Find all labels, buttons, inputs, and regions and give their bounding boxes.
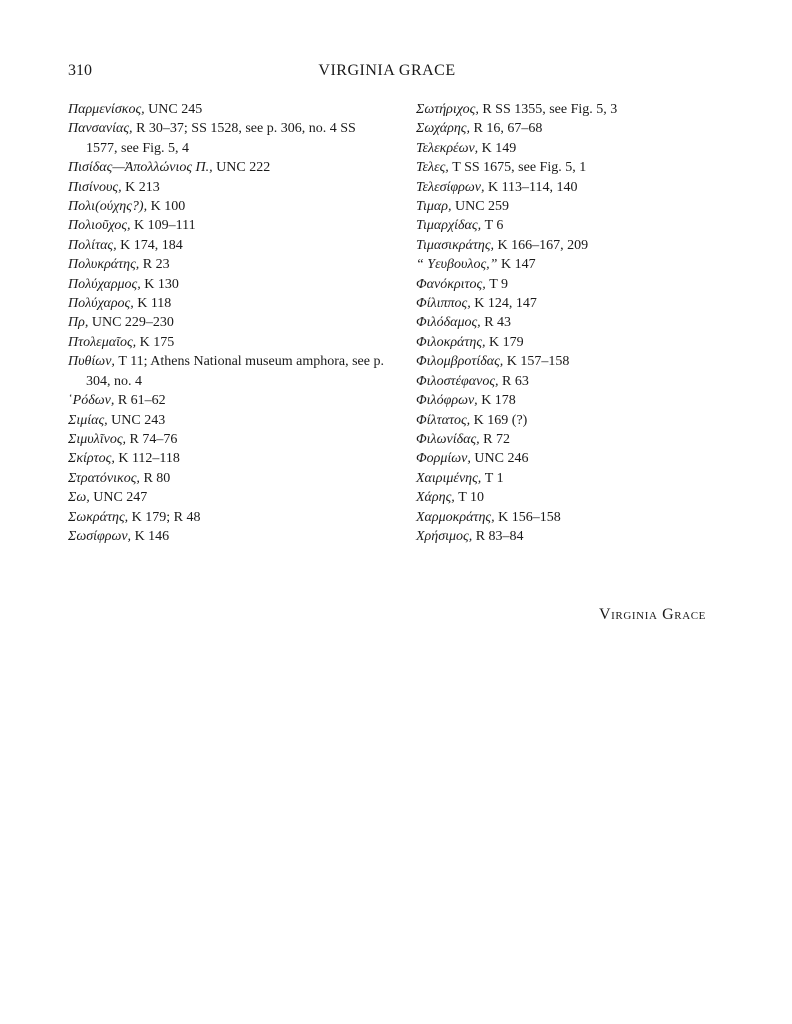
entry-references: T 11; Athens National museum amphora, see p. 304, no. 4 [86,354,384,389]
entry-name: Πολι(ούχης?), [68,199,148,215]
index-entry [416,372,716,391]
entry-references: R 23 [142,257,170,273]
entry-name: Φιλοστέφανος, [416,373,499,389]
entry-references: K 166–167, 209 [497,237,589,253]
index-entry [68,197,388,216]
entry-references: T 1 [484,470,504,486]
index-entry [416,236,716,255]
index-entry [416,333,716,352]
entry-references: K 169 (?) [473,412,528,428]
entry-name: Πολύχαρος, [68,296,134,312]
index-entry [416,216,716,235]
index-entry [68,158,388,177]
index-entry [416,139,716,158]
entry-name: Φίλιππος, [416,296,471,312]
entry-name: “ Υευβουλος,” [416,257,498,273]
index-entry [416,449,716,468]
entry-name: Χαρμοκράτης, [416,509,495,525]
index-entry [68,469,388,488]
entry-references: K 113–114, 140 [487,179,578,195]
entry-references: K 179 [489,334,524,350]
entry-name: Σωτήριχος, [416,102,479,117]
entry-name: Πισίνους, [68,179,122,195]
index-entry [68,178,388,197]
entry-references: R 74–76 [129,431,178,447]
entry-name: Φορμίων, [416,451,471,467]
author-signature: Virginia Grace [598,606,706,623]
entry-references: R SS 1355, see Fig. 5, 3 [482,102,618,117]
entry-references: UNC 259 [455,199,510,215]
entry-name: Πτολεμαῖος, [68,334,137,350]
index-entry [68,508,388,527]
entry-references: T 9 [489,276,509,292]
index-entry [416,352,716,371]
entry-references: UNC 245 [148,102,203,117]
index-entry [68,352,388,391]
index-entry [68,527,388,546]
index-entry [68,430,388,449]
index-entry [416,197,716,216]
index-entry [416,411,716,430]
entry-name: Τιμαρ, [416,199,452,215]
entry-references: R 83–84 [475,528,524,544]
entry-references: R 43 [484,315,512,331]
entry-name: ῾Ρόδων, [68,393,115,409]
index-entry [68,313,388,332]
index-entry [68,255,388,274]
index-entry [416,313,716,332]
entry-references: K 130 [144,276,179,292]
entry-references: UNC 222 [216,160,271,176]
entry-references: K 149 [481,140,517,156]
entry-name: Χρήσιμος, [416,528,473,544]
index-entry [68,275,388,294]
entry-references: T 6 [484,218,504,234]
entry-references: R 80 [143,470,171,486]
entry-references: R 72 [483,431,510,447]
entry-references: K 213 [125,179,160,195]
entry-name: Στρατόνικος, [68,470,140,486]
entry-name: Φιλόδαμος, [416,315,481,331]
entry-references: T 10 [458,490,485,506]
page-number: 310 [68,62,92,79]
entry-name: Φιλομβροτίδας, [416,354,504,370]
entry-name: Σιμυλῖνος, [68,431,127,447]
entry-name: Φιλόφρων, [416,393,478,409]
entry-references: UNC 243 [111,412,166,428]
entry-name: Σωχάρης, [416,121,470,137]
entry-name: Τελες, [416,160,449,176]
index-column-left [68,100,388,546]
index-entry [68,294,388,313]
entry-references: K 100 [150,199,186,215]
index-entry [416,294,716,313]
index-entry [416,178,716,197]
index-entry [416,527,716,546]
entry-references: R 63 [502,373,529,389]
index-entry [416,255,716,274]
entry-references: R 16, 67–68 [473,121,543,137]
entry-name: Πισίδας—Ἀπολλώνιος Π., [68,160,213,176]
entry-references: K 179; R 48 [131,509,201,525]
entry-references: K 157–158 [506,354,570,370]
entry-name: Φίλτατος, [416,412,471,428]
entry-references: K 146 [134,528,170,544]
entry-name: Πολυκράτης, [68,257,140,273]
entry-name: Σιμίας, [68,412,108,428]
entry-references: K 174, 184 [120,237,183,253]
entry-references: K 109–111 [134,218,196,234]
index-entry [416,488,716,507]
index-entry [68,100,388,119]
index-entry [68,119,388,158]
entry-name: Σω, [68,490,90,506]
index-entry [416,275,716,294]
entry-name: Φανόκριτος, [416,276,486,292]
entry-references: K 175 [139,334,175,350]
entry-name: Πανσανίας, [68,121,133,137]
entry-references: R 30–37; SS 1528, see p. 306, no. 4 SS 1577, see Fig. 5, 4 [86,121,356,156]
entry-references: R 61–62 [117,393,166,409]
index-entry [68,333,388,352]
index-entry [416,100,716,119]
entry-name: Τελεκρέων, [416,140,479,156]
index-entry [416,430,716,449]
entry-references: K 178 [481,393,516,409]
index-entry [416,158,716,177]
entry-references: UNC 247 [93,490,148,506]
entry-name: Παρμενίσκος, [68,102,145,117]
entry-name: Πολίτας, [68,237,117,253]
entry-references: K 118 [137,296,172,312]
entry-name: Τιμασικράτης, [416,237,494,253]
entry-references: UNC 246 [474,451,529,467]
index-entry [416,469,716,488]
entry-name: Σκίρτος, [68,451,115,467]
entry-name: Τιμαρχίδας, [416,218,482,234]
entry-name: Σωσίφρων, [68,528,132,544]
index-entry [416,391,716,410]
index-entry [68,488,388,507]
entry-name: Φιλωνίδας, [416,431,480,447]
index-entry [68,391,388,410]
index-entry [416,119,716,138]
index-entry [68,236,388,255]
index-column-right [416,100,716,546]
entry-name: Πυθίων, [68,354,115,370]
entry-name: Χάρης, [416,490,455,506]
entry-name: Φιλοκράτης, [416,334,486,350]
entry-name: Τελεσίφρων, [416,179,485,195]
index-entry [68,449,388,468]
entry-references: K 112–118 [118,451,180,467]
entry-name: Χαιριμένης, [416,470,482,486]
entry-references: K 124, 147 [474,296,537,312]
running-head: VIRGINIA GRACE [318,62,456,79]
entry-name: Πρ, [68,315,89,331]
entry-name: Πολύχαρμος, [68,276,141,292]
page-header [68,62,706,86]
entry-references: K 147 [500,257,536,273]
index-entry [416,508,716,527]
index-entry [68,411,388,430]
entry-name: Πολιοῦχος, [68,218,131,234]
entry-name: Σωκράτης, [68,509,129,525]
index-entry [68,216,388,235]
entry-references: T SS 1675, see Fig. 5, 1 [452,160,587,176]
entry-references: UNC 229–230 [91,315,174,331]
entry-references: K 156–158 [498,509,561,525]
